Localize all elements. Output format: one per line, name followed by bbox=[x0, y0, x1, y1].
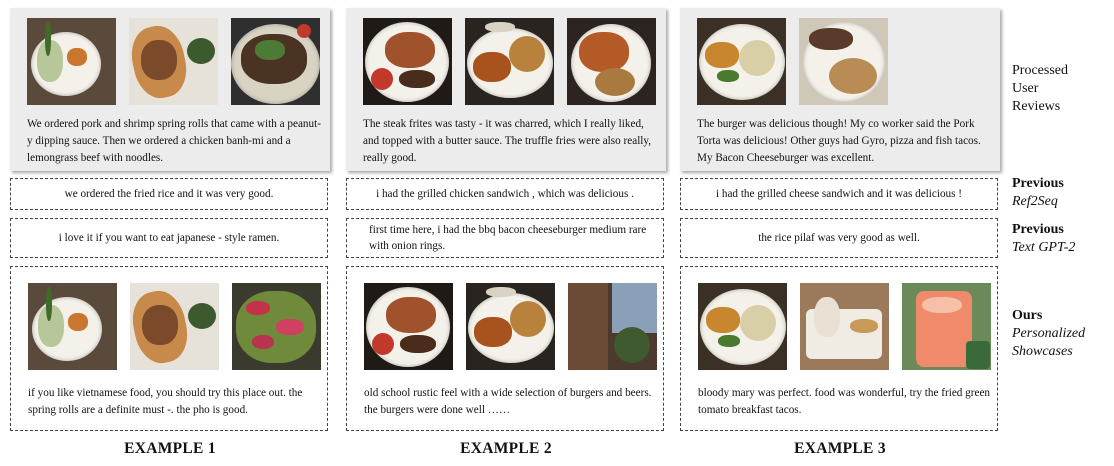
ref2seq-text: we ordered the fried rice and it was very good. bbox=[64, 188, 274, 200]
gpt2-text: first time here, i had the bbq bacon cheeseburger medium rare with onion rings. bbox=[369, 224, 647, 252]
showcase-text: bloody mary was perfect. food was wonderful, try the fried green tomato breakfast tacos. bbox=[698, 387, 991, 416]
spring-rolls-photo bbox=[27, 18, 116, 105]
label-italic: Showcases bbox=[1012, 344, 1073, 359]
showcase-text: if you like vietnamese food, you should try this place out. the spring rolls are a definite must -. the pho is good. bbox=[28, 387, 303, 416]
personalized-showcase-output bbox=[346, 266, 664, 431]
cocktail-photo bbox=[902, 283, 991, 370]
label-bold: Ours bbox=[1012, 308, 1043, 323]
gpt2-text: i love it if you want to eat japanese - style ramen. bbox=[58, 232, 280, 244]
label-italic: Personalized bbox=[1012, 326, 1086, 341]
restaurant-exterior-photo bbox=[568, 283, 657, 370]
processed-reviews-panel bbox=[10, 8, 330, 171]
processed-reviews-label bbox=[1012, 62, 1068, 116]
gpt2-output bbox=[680, 218, 998, 258]
processed-review-text: We ordered pork and shrimp spring rolls that came with a peanut-y dipping sauce. Then we ordered a chicken banh-mi and a lemongrass beef with noodles. bbox=[27, 118, 321, 164]
label-line: Processed bbox=[1012, 63, 1068, 78]
gpt2-output bbox=[10, 218, 328, 258]
example-label: EXAMPLE 3 bbox=[794, 440, 886, 457]
label-bold: Previous bbox=[1012, 176, 1064, 191]
personalized-showcase-output bbox=[680, 266, 998, 431]
breakfast-plate-photo bbox=[697, 18, 786, 105]
label-italic: Text GPT-2 bbox=[1012, 240, 1076, 255]
processed-review-text: The burger was delicious though! My co worker said the Pork Torta was delicious! Other guys had Gyro, pizza and fish tacos. My Bacon Cheeseburger was excellent. bbox=[697, 118, 981, 164]
beef-salad-photo bbox=[232, 283, 321, 370]
processed-reviews-panel bbox=[346, 8, 666, 171]
banh-mi-photo bbox=[130, 283, 219, 370]
showcase-text: old school rustic feel with a wide selection of burgers and beers. the burgers were done well …… bbox=[364, 387, 652, 416]
gpt2-label bbox=[1012, 221, 1075, 257]
personalized-showcase-output bbox=[10, 266, 328, 431]
gpt2-text: the rice pilaf was very good as well. bbox=[758, 232, 920, 244]
burger-fries-photo bbox=[465, 18, 554, 105]
processed-review-text: The steak frites was tasty - it was charred, which I really liked, and topped with a butter sauce. The truffle fries were also really, really good. bbox=[363, 118, 652, 164]
processed-reviews-panel bbox=[680, 8, 1000, 171]
torta-plate-photo bbox=[799, 18, 888, 105]
ref2seq-output bbox=[680, 178, 998, 210]
ref2seq-text: i had the grilled cheese sandwich and it was delicious ! bbox=[715, 188, 963, 200]
label-line: Reviews bbox=[1012, 99, 1061, 114]
gpt2-output bbox=[346, 218, 664, 258]
example-label: EXAMPLE 1 bbox=[124, 440, 216, 457]
label-line: User bbox=[1012, 81, 1039, 96]
burger-fries-photo bbox=[466, 283, 555, 370]
ref2seq-output bbox=[346, 178, 664, 210]
dessert-photo bbox=[800, 283, 889, 370]
label-bold: Previous bbox=[1012, 222, 1064, 237]
ref2seq-text: i had the grilled chicken sandwich , which was delicious . bbox=[376, 188, 634, 200]
steak-frites-photo bbox=[363, 18, 452, 105]
steak-frites-photo bbox=[364, 283, 453, 370]
ref2seq-label bbox=[1012, 175, 1064, 211]
banh-mi-photo bbox=[129, 18, 218, 105]
example-label: EXAMPLE 2 bbox=[460, 440, 552, 457]
spring-rolls-photo bbox=[28, 283, 117, 370]
fries-burger-photo bbox=[567, 18, 656, 105]
ref2seq-output bbox=[10, 178, 328, 210]
breakfast-plate-photo bbox=[698, 283, 787, 370]
ours-label bbox=[1012, 307, 1085, 361]
lemongrass-beef-photo bbox=[231, 18, 320, 105]
label-italic: Ref2Seq bbox=[1012, 194, 1058, 209]
